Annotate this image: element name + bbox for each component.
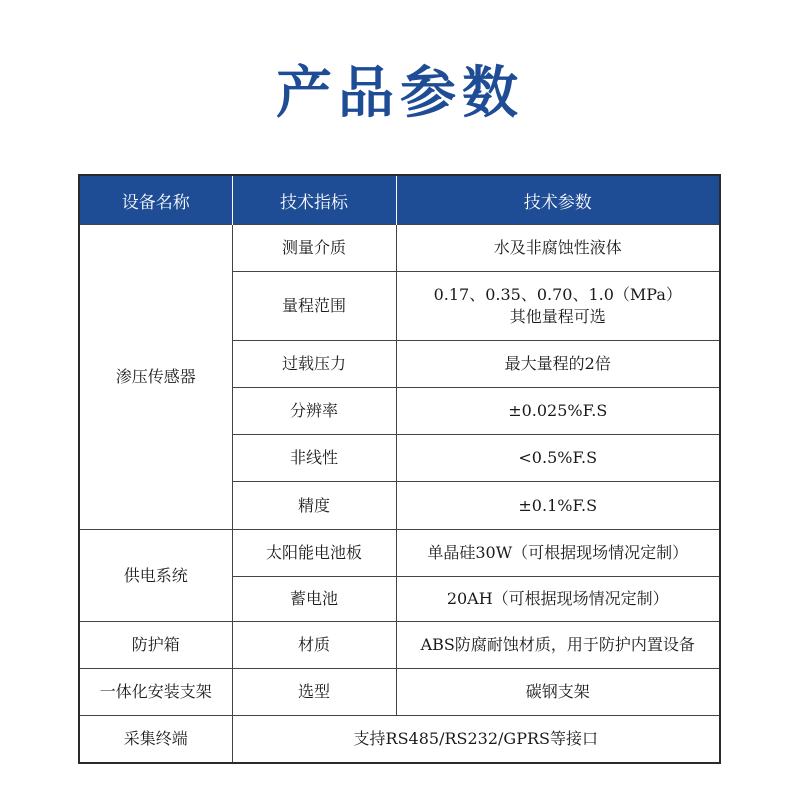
value-cell (396, 272, 720, 341)
table-row (79, 716, 720, 764)
page-title: 产品参数 (276, 61, 524, 126)
spec-cell: 非线性 (232, 435, 396, 482)
spec-table (78, 174, 721, 764)
spec-cell: 量程范围 (232, 272, 396, 341)
table-row (79, 530, 720, 577)
value-line: 其他量程可选 (509, 307, 606, 326)
value-cell: 单晶硅30W（可根据现场情况定制） (396, 530, 720, 577)
spec-cell: 蓄电池 (232, 577, 396, 622)
header-params: 技术参数 (396, 175, 720, 225)
spec-cell: 材质 (232, 622, 396, 669)
group-box: 防护箱 (79, 622, 232, 669)
value-cell: 碳钢支架 (396, 669, 720, 716)
value-cell: 支持RS485/RS232/GPRS等接口 (232, 716, 720, 764)
header-spec: 技术指标 (232, 175, 396, 225)
value-cell: 水及非腐蚀性液体 (396, 225, 720, 272)
group-sensor: 渗压传感器 (79, 225, 232, 530)
header-device-name: 设备名称 (79, 175, 232, 225)
group-collector: 采集终端 (79, 716, 232, 764)
value-cell: ABS防腐耐蚀材质，用于防护内置设备 (396, 622, 720, 669)
value-cell: <0.5%F.S (396, 435, 720, 482)
table-header-row (79, 175, 720, 225)
group-power: 供电系统 (79, 530, 232, 622)
spec-cell: 太阳能电池板 (232, 530, 396, 577)
group-bracket: 一体化安装支架 (79, 669, 232, 716)
spec-cell: 测量介质 (232, 225, 396, 272)
value-cell: 20AH（可根据现场情况定制） (396, 577, 720, 622)
value-cell: ±0.025%F.S (396, 388, 720, 435)
value-line: 0.17、0.35、0.70、1.0（MPa） (433, 285, 682, 304)
spec-cell: 过载压力 (232, 341, 396, 388)
spec-cell: 分辨率 (232, 388, 396, 435)
spec-cell: 选型 (232, 669, 396, 716)
spec-cell: 精度 (232, 482, 396, 530)
value-cell: 最大量程的2倍 (396, 341, 720, 388)
value-cell: ±0.1%F.S (396, 482, 720, 530)
table-row (79, 225, 720, 272)
table-row (79, 622, 720, 669)
table-row (79, 669, 720, 716)
